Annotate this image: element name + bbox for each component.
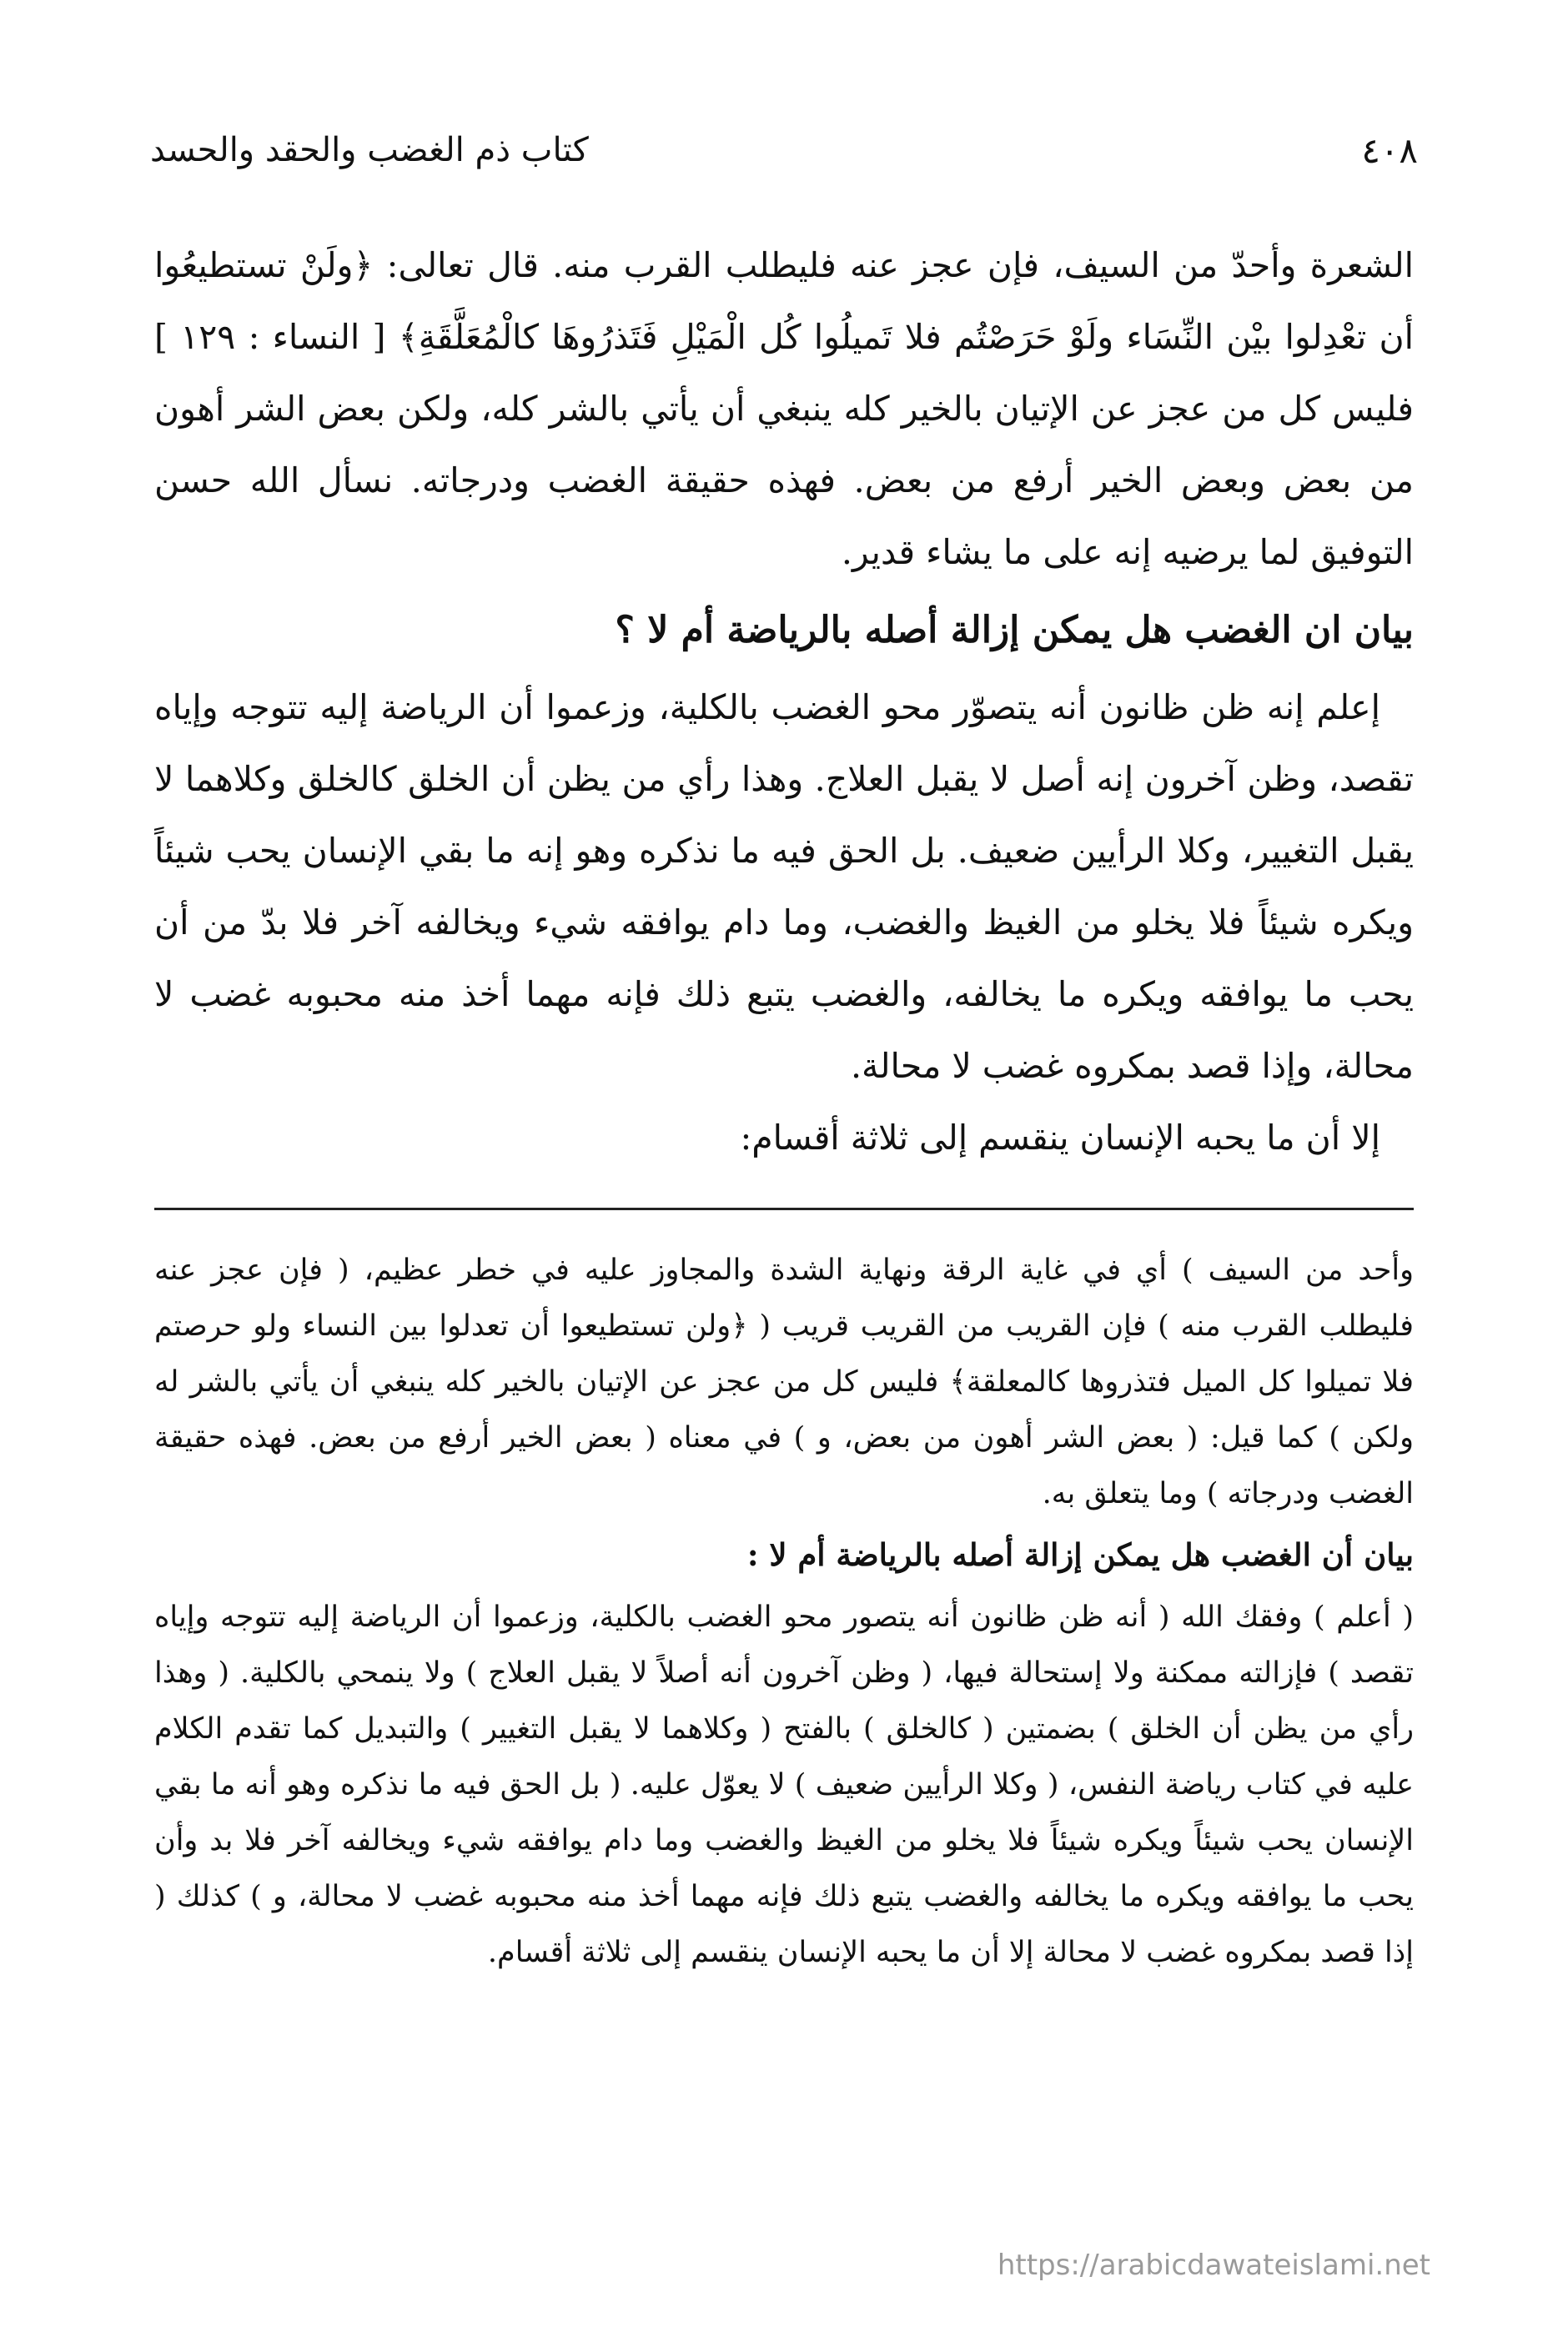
commentary-text <box>154 1243 1414 1981</box>
footnote-divider <box>154 1208 1414 1210</box>
commentary-heading: بيان أن الغضب هل يمكن إزالة أصله بالرياضة أم لا : <box>746 1536 1414 1573</box>
commentary-paragraph: ( أعلم ) وفقك الله ( أنه ظن ظانون أنه يتصور محو الغضب بالكلية، وزعموا أن الرياضة إليه تتوجه وإياه تقصد ) فإزالته ممكنة ولا إستحالة فيها، ( وظن آخرون أنه أصلاً لا يقبل العلاج ) ولا ينمحي بالكلية. ( وهذا رأي من يظن أن الخلق ) بضمتين ( كالخلق ) بالفتح ( وكلاهما لا يقبل التغيير ) والتبديل كما تقدم الكلام عليه في كتاب رياضة النفس، ( وكلا الرأيين ضعيف ) لا يعوّل عليه. ( بل الحق فيه ما نذكره وهو أنه ما بقي الإنسان يحب شيئاً ويكره شيئاً فلا يخلو من الغيظ والغضب وما دام يوافقه شيء ويخالفه آخر فلا بد وأن يحب ما يوافقه ويكره ما يخالفه والغضب يتبع ذلك فإنه مهما أخذ منه محبوبه غضب لا محالة، و ) كذلك ( إذا قصد بمكروه غضب لا محالة إلا أن ما يحبه الإنسان ينقسم إلى ثلاثة أقسام. <box>154 1601 1414 1969</box>
commentary-paragraph: وأحد من السيف ) أي في غاية الرقة ونهاية الشدة والمجاوز عليه في خطر عظيم، ( فإن عجز عنه فليطلب القرب منه ) فإن القريب من القريب قريب ( ﴿ولن تستطيعوا أن تعدلوا بين النساء ولو حرصتم فلا تميلوا كل الميل فتذروها كالمعلقة﴾ فليس كل من عجز عن الإتيان بالخير كله ينبغي أن يأتي بالشر له ولكن ) كما قيل: ( بعض الشر أهون من بعض، و ) في معناه ( بعض الخير أرفع من بعض. فهذه حقيقة الغضب ودرجاته ) وما يتعلق به. <box>154 1254 1414 1510</box>
watermark-url: https://arabicdawateislami.net <box>997 2249 1430 2282</box>
main-paragraph: إعلم إنه ظن ظانون أنه يتصوّر محو الغضب بالكلية، وزعموا أن الرياضة إليه تتوجه وإياه تقصد، وظن آخرون إنه أصل لا يقبل العلاج. وهذا رأي من يظن أن الخلق كالخلق وكلاهما لا يقبل التغيير، وكلا الرأيين ضعيف. بل الحق فيه ما نذكره وهو إنه ما بقي الإنسان يحب شيئاً ويكره شيئاً فلا يخلو من الغيظ والغضب، وما دام يوافقه شيء ويخالفه آخر فلا بدّ من أن يحب ما يوافقه ويكره ما يخالفه، والغضب يتبع ذلك فإنه مهما أخذ منه محبوبه غضب لا محالة، وإذا قصد بمكروه غضب لا محالة. <box>154 687 1414 1086</box>
section-heading: بيان ان الغضب هل يمكن إزالة أصله بالرياضة أم لا ؟ <box>615 609 1414 651</box>
main-paragraph: إلا أن ما يحبه الإنسان ينقسم إلى ثلاثة أقسام: <box>740 1118 1380 1158</box>
page-number: ٤٠٨ <box>1361 129 1418 171</box>
running-title: كتاب ذم الغضب والحقد والحسد <box>150 131 589 169</box>
main-paragraph: الشعرة وأحدّ من السيف، فإن عجز عنه فليطلب القرب منه. قال تعالى: ﴿ولَنْ تستطيعُوا أن تعْدِلوا بيْن النِّسَاء ولَوْ حَرَصْتُم فلا تَميلُوا كُل الْمَيْلِ فَتَذرُوهَا كالْمُعَلَّقَةِ﴾ [ النساء : ١٢٩ ] فليس كل من عجز عن الإتيان بالخير كله ينبغي أن يأتي بالشر كله، ولكن بعض الشر أهون من بعض وبعض الخير أرفع من بعض. فهذه حقيقة الغضب ودرجاته. نسأل الله حسن التوفيق لما يرضيه إنه على ما يشاء قدير. <box>154 245 1415 572</box>
main-text <box>154 229 1414 1174</box>
page-header <box>150 125 1418 175</box>
